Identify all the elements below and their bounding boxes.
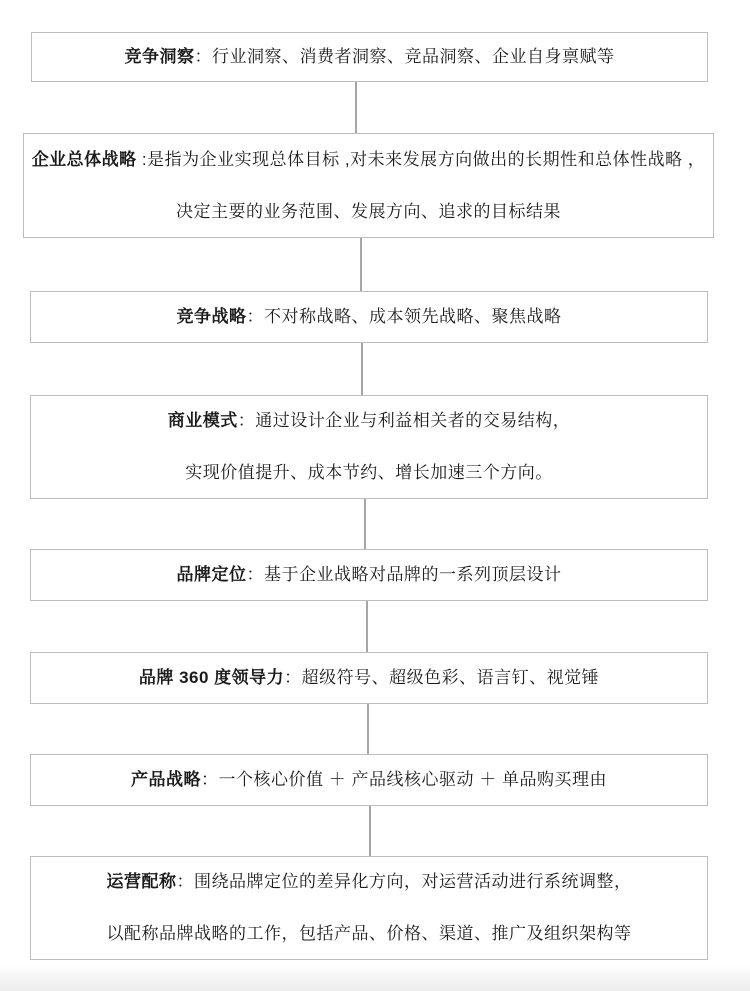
flow-box-corporate-overall-strategy: [23, 133, 714, 238]
connector-line-6: [367, 704, 369, 754]
box-title: 竞争洞察: [124, 47, 195, 66]
box-text: 品牌 360 度领导力：超级符号、超级色彩、语言钉、视觉锤: [138, 668, 600, 687]
connector-line-7: [369, 806, 371, 856]
flow-box-brand-positioning: [30, 549, 708, 601]
box-title: 运营配称: [106, 872, 177, 891]
box-text-line2: 实现价值提升、成本节约、增长加速三个方向。: [185, 463, 553, 482]
connector-line-5: [366, 601, 368, 652]
box-title: 企业总体战略: [31, 149, 137, 169]
box-text: 竞争战略：不对称战略、成本领先战略、聚焦战略: [176, 307, 562, 326]
box-text: 商业模式：通过设计企业与利益相关者的交易结构，: [167, 411, 571, 430]
flow-box-business-model: [30, 395, 708, 499]
box-title: 商业模式: [167, 411, 238, 430]
box-text-line2: 决定主要的业务范围、发展方向、追求的目标结果: [176, 201, 561, 221]
connector-line-2: [360, 238, 362, 291]
box-text: 竞争洞察：行业洞察、消费者洞察、竞品洞察、企业自身禀赋等: [124, 47, 615, 66]
flow-box-product-strategy: [30, 754, 708, 806]
flow-box-competitive-insight: [31, 32, 708, 82]
box-title: 产品战略: [131, 770, 202, 789]
connector-line-1: [355, 82, 357, 133]
box-text-line2: 以配称品牌战略的工作，包括产品、价格、渠道、推广及组织架构等: [106, 924, 632, 943]
flow-box-brand-360-leadership: [30, 652, 708, 704]
box-title: 竞争战略: [176, 307, 247, 326]
page-bottom-edge-shade: [0, 965, 750, 991]
flow-box-competitive-strategy: [30, 291, 708, 343]
box-title: 品牌定位: [176, 565, 247, 584]
connector-line-4: [364, 499, 366, 549]
box-text: 品牌定位：基于企业战略对品牌的一系列顶层设计: [176, 565, 562, 584]
box-title: 品牌 360 度领导力: [138, 668, 285, 687]
flow-box-operations-alignment: [30, 856, 708, 960]
box-text: 运营配称：围绕品牌定位的差异化方向，对运营活动进行系统调整，: [106, 872, 632, 891]
connector-line-3: [361, 343, 363, 395]
box-text: 产品战略：一个核心价值 ＋ 产品线核心驱动 ＋ 单品购买理由: [131, 770, 607, 789]
box-text: 企业总体战略 :是指为企业实现总体目标 ,对未来发展方向做出的长期性和总体性战略 ，: [31, 149, 706, 169]
